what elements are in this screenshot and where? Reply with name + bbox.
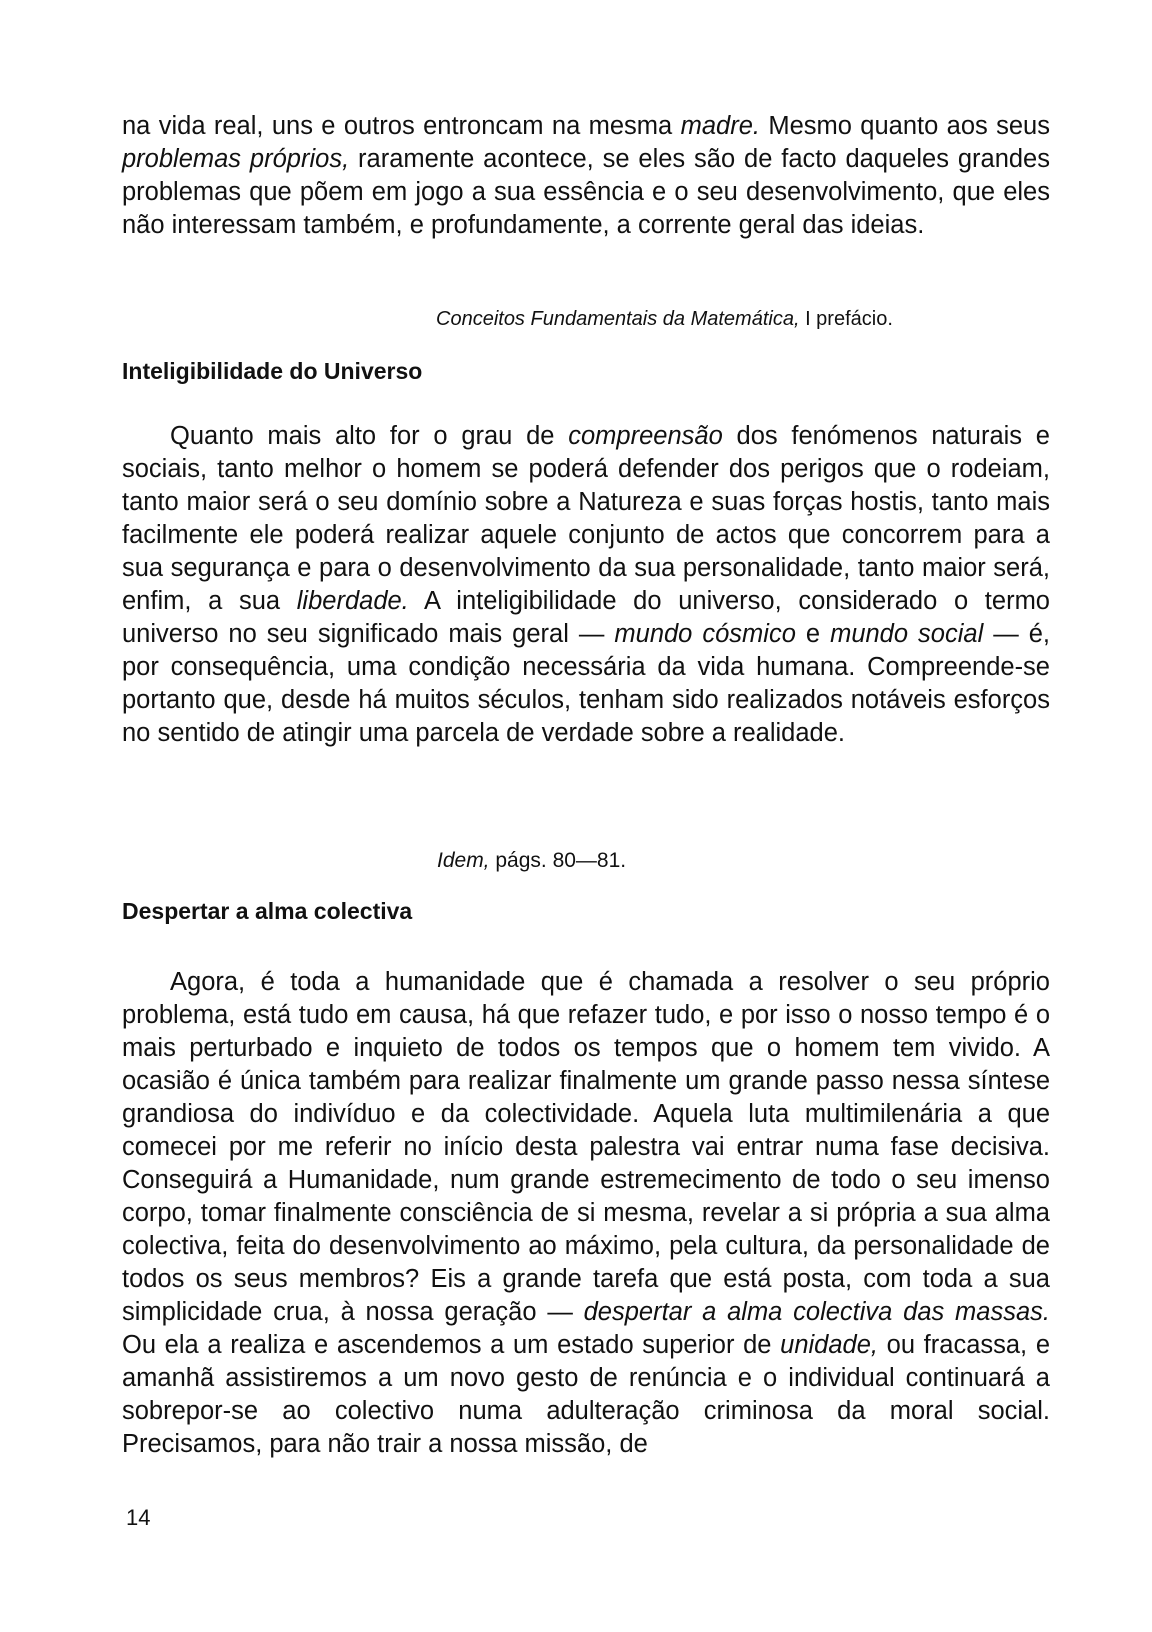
section-heading-despertar: Despertar a alma colectiva xyxy=(122,898,413,924)
citation-title: Conceitos Fundamentais da Matemática, xyxy=(436,308,800,330)
opening-paragraph xyxy=(122,110,1050,242)
citation-source-1 xyxy=(436,306,893,332)
text-run: e xyxy=(795,620,831,648)
text-run: ou fracassa, e amanhã assistiremos a um novo gesto de renúncia e o individual continuará a sobrepor-se ao colectivo numa adulteração criminosa da moral social. Precisamos, para não trair a nossa missão, de xyxy=(122,1331,1050,1458)
citation-detail: I prefácio. xyxy=(799,308,893,330)
text-run: Ou ela a realiza e ascendemos a um estado superior de xyxy=(122,1331,781,1359)
citation-source-2 xyxy=(437,848,626,874)
citation-detail: págs. 80—81. xyxy=(489,849,627,872)
emphasis: madre. xyxy=(680,112,760,140)
section-paragraph-despertar xyxy=(122,966,1050,1461)
emphasis: mundo social xyxy=(830,620,984,648)
text-run: Quanto mais alto for o grau de xyxy=(170,422,569,450)
text-run: A inteligibilidade do universo, considerado o termo universo no seu significado mais geral — xyxy=(122,587,1050,648)
text-run: na vida real, uns e outros entroncam na mesma xyxy=(122,112,681,140)
emphasis: problemas próprios, xyxy=(122,145,350,173)
text-run: dos fenómenos naturais e sociais, tanto melhor o homem se poderá defender dos perigos que o rodeiam, tanto maior será o seu domínio sobre a Natureza e suas forças hostis, tanto mais facilmente ele poderá realizar aquele conjunto de actos que concorrem para a sua segurança e para o desenvolvimento da sua personalidade, tanto maior será, enfim, a sua xyxy=(122,422,1050,615)
text-run: — é, por consequência, uma condição necessária da vida humana. Compreende-se portanto que, desde há muitos séculos, tenham sido realizados notáveis esforços no sentido de atingir uma parcela de verdade sobre a realidade. xyxy=(122,620,1051,747)
text-run: raramente acontece, se eles são de facto daqueles grandes problemas que põem em jogo a sua essência e o seu desenvolvimento, que eles não interessam também, e profundamente, a corrente geral das ideias. xyxy=(122,145,1050,239)
text-run: Mesmo quanto aos seus xyxy=(759,112,1050,140)
page-number: 14 xyxy=(126,1505,151,1530)
section-heading-inteligibilidade: Inteligibilidade do Universo xyxy=(122,358,423,384)
citation-title: Idem, xyxy=(437,849,490,872)
emphasis: liberdade. xyxy=(296,587,409,615)
section-paragraph-inteligibilidade xyxy=(122,420,1050,750)
emphasis: unidade, xyxy=(780,1331,878,1359)
emphasis: mundo cósmico xyxy=(614,620,796,648)
emphasis: despertar a alma colectiva das massas. xyxy=(583,1298,1050,1326)
text-run: Agora, é toda a humanidade que é chamada a resolver o seu próprio problema, está tudo em causa, há que refazer tudo, e por isso o nosso tempo é o mais perturbado e inquieto de todos os tempos que o homem tem vivido. A ocasião é única também para realizar finalmente um grande passo nessa síntese grandiosa do indivíduo e da colectividade. Aquela luta multimilenária a que comecei por me referir no início desta palestra vai entrar numa fase decisiva. Conseguirá a Humanidade, num grande estremecimento de todo o seu imenso corpo, tomar finalmente consciência de si mesma, revelar a si própria a sua alma colectiva, feita do desenvolvimento ao máximo, pela cultura, da personalidade de todos os seus membros? Eis a grande tarefa que está posta, com toda a sua simplicidade crua, à nossa geração — xyxy=(122,968,1050,1326)
emphasis: compreensão xyxy=(568,422,723,450)
